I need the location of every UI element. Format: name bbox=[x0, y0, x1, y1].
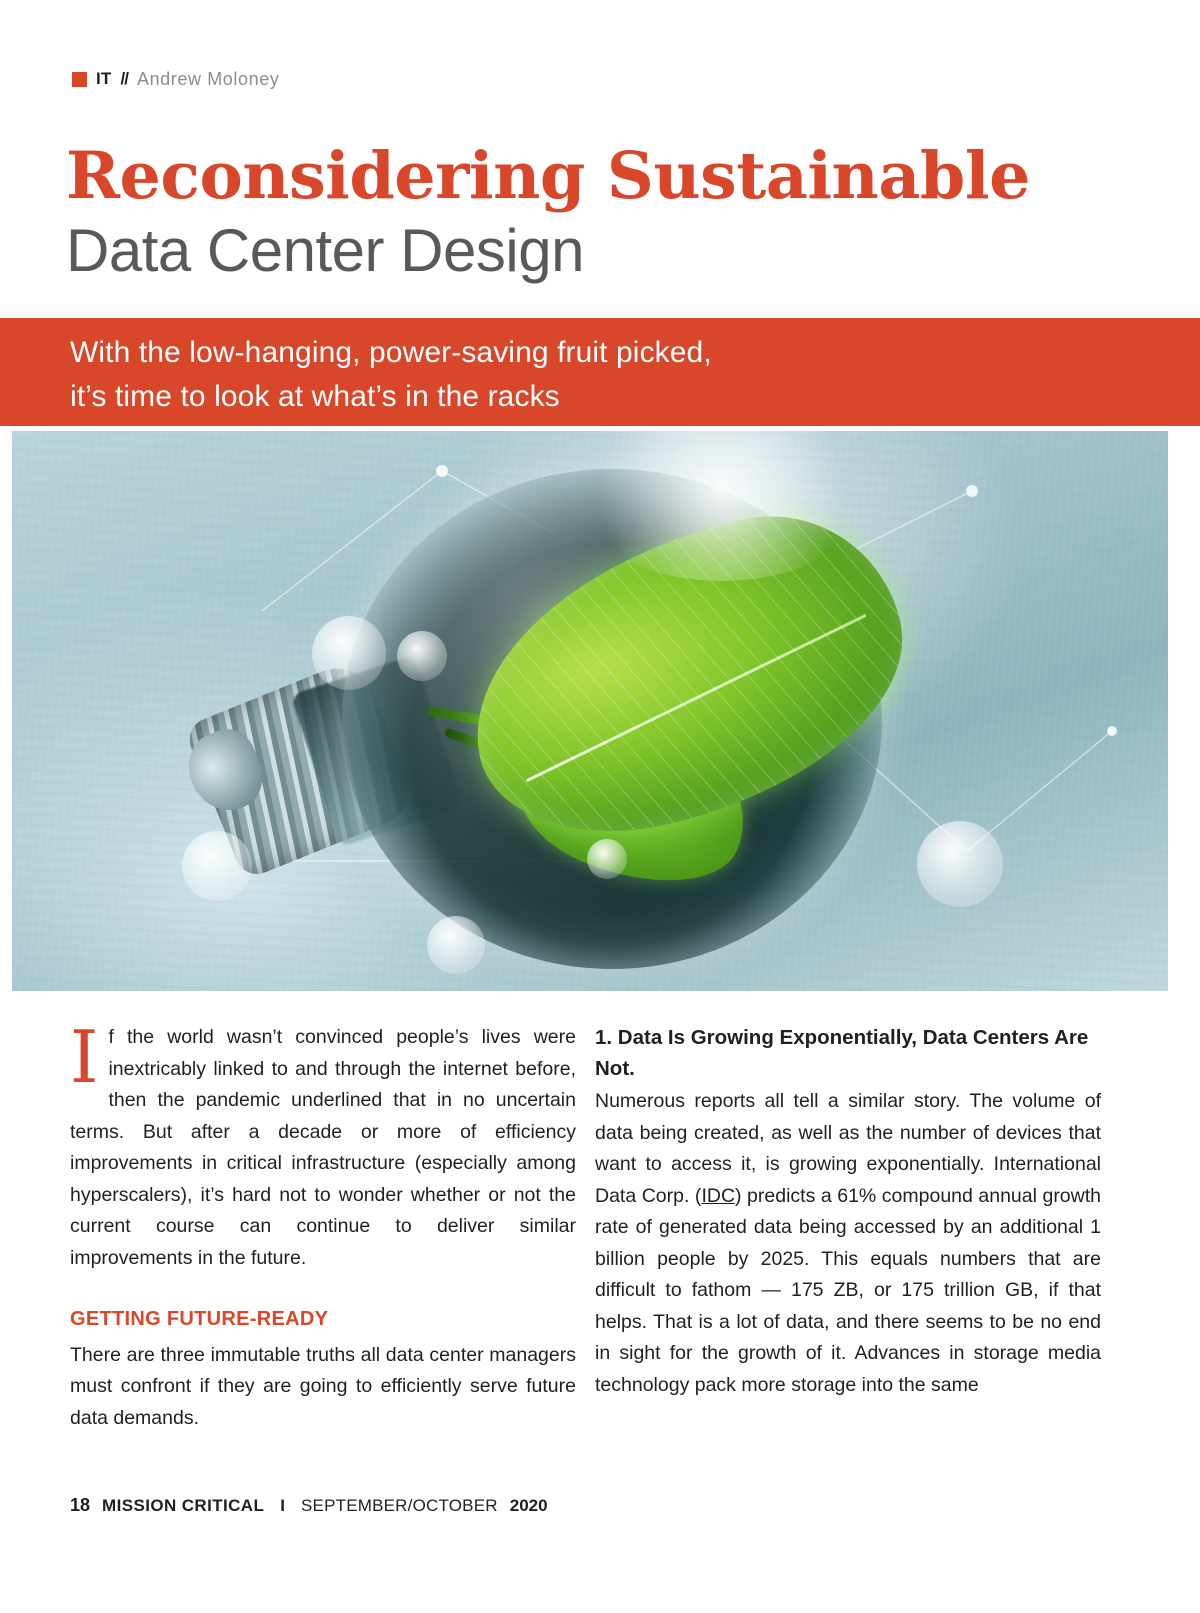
bokeh-1 bbox=[312, 616, 386, 690]
kicker-square-icon bbox=[72, 72, 87, 87]
footer-page-number: 18 bbox=[70, 1495, 91, 1515]
section-subhead: GETTING FUTURE-READY bbox=[70, 1308, 329, 1330]
footer-year: 2020 bbox=[509, 1496, 548, 1515]
hero-image bbox=[12, 431, 1168, 991]
bokeh-6 bbox=[587, 839, 627, 879]
footer-issue: SEPTEMBER/OCTOBER bbox=[301, 1496, 498, 1515]
numbered-section-head: 1. Data Is Growing Exponentially, Data Centers Are Not. bbox=[595, 1026, 1089, 1080]
deck-line-2: it’s time to look at what’s in the racks bbox=[70, 380, 560, 413]
kicker-category: IT bbox=[96, 69, 112, 88]
article-kicker bbox=[72, 68, 279, 90]
kicker-separator: // bbox=[120, 69, 128, 88]
bokeh-3 bbox=[182, 831, 252, 901]
intro-paragraph bbox=[70, 1015, 576, 1274]
page-title bbox=[66, 140, 1146, 286]
headline-line-1: Reconsidering Sustainable bbox=[66, 138, 1030, 214]
deck-text bbox=[70, 331, 1160, 419]
intro-text: f the world wasn’t convinced people’s lives were inextricably linked to and through the internet before, then the pandemic underlined that in no uncertain terms. But after a decade or more of efficiency improvements in critical infrastructure (especially among hyperscalers), it’s hard not to wonder whether or not the current course can continue to deliver similar improvements in the future. bbox=[70, 1026, 576, 1269]
bokeh-5 bbox=[917, 821, 1003, 907]
kicker-author: Andrew Moloney bbox=[136, 68, 280, 89]
left-paragraph-2: There are three immutable truths all data center managers must confront if they are going to efficiently serve future data demands. bbox=[70, 1343, 576, 1429]
footer-brand: MISSION CRITICAL bbox=[102, 1496, 265, 1515]
bokeh-4 bbox=[427, 916, 485, 974]
deck-line-1: With the low-hanging, power-saving fruit picked, bbox=[70, 336, 712, 369]
footer-separator: I bbox=[280, 1496, 285, 1515]
body-column-right bbox=[595, 1022, 1101, 1401]
deck-banner bbox=[0, 318, 1200, 426]
right-paragraph-1-part-a: Numerous reports all tell a similar story. The volume of data being created, as well as the number of devices that want to access it, is growing exponentially. International Data Corp. ( bbox=[595, 1090, 1101, 1207]
drop-cap: I bbox=[70, 1015, 99, 1099]
bokeh-2 bbox=[397, 631, 447, 681]
body-column-left bbox=[70, 1015, 576, 1434]
idc-link[interactable]: IDC bbox=[701, 1184, 736, 1207]
right-paragraph-1 bbox=[595, 1086, 1101, 1401]
right-paragraph-1-part-b: ) predicts a 61% compound annual growth rate of generated data being accessed by an additional 1 billion people by 2025. This equals numbers that are difficult to fathom — 175 ZB, or 175 trillion GB, if that helps. That is a lot of data, and there seems to be no end in sight for the growth of it. Advances in storage media technology pack more storage into the same bbox=[595, 1184, 1102, 1396]
headline-line-2: Data Center Design bbox=[66, 217, 584, 284]
page-footer bbox=[70, 1495, 548, 1516]
